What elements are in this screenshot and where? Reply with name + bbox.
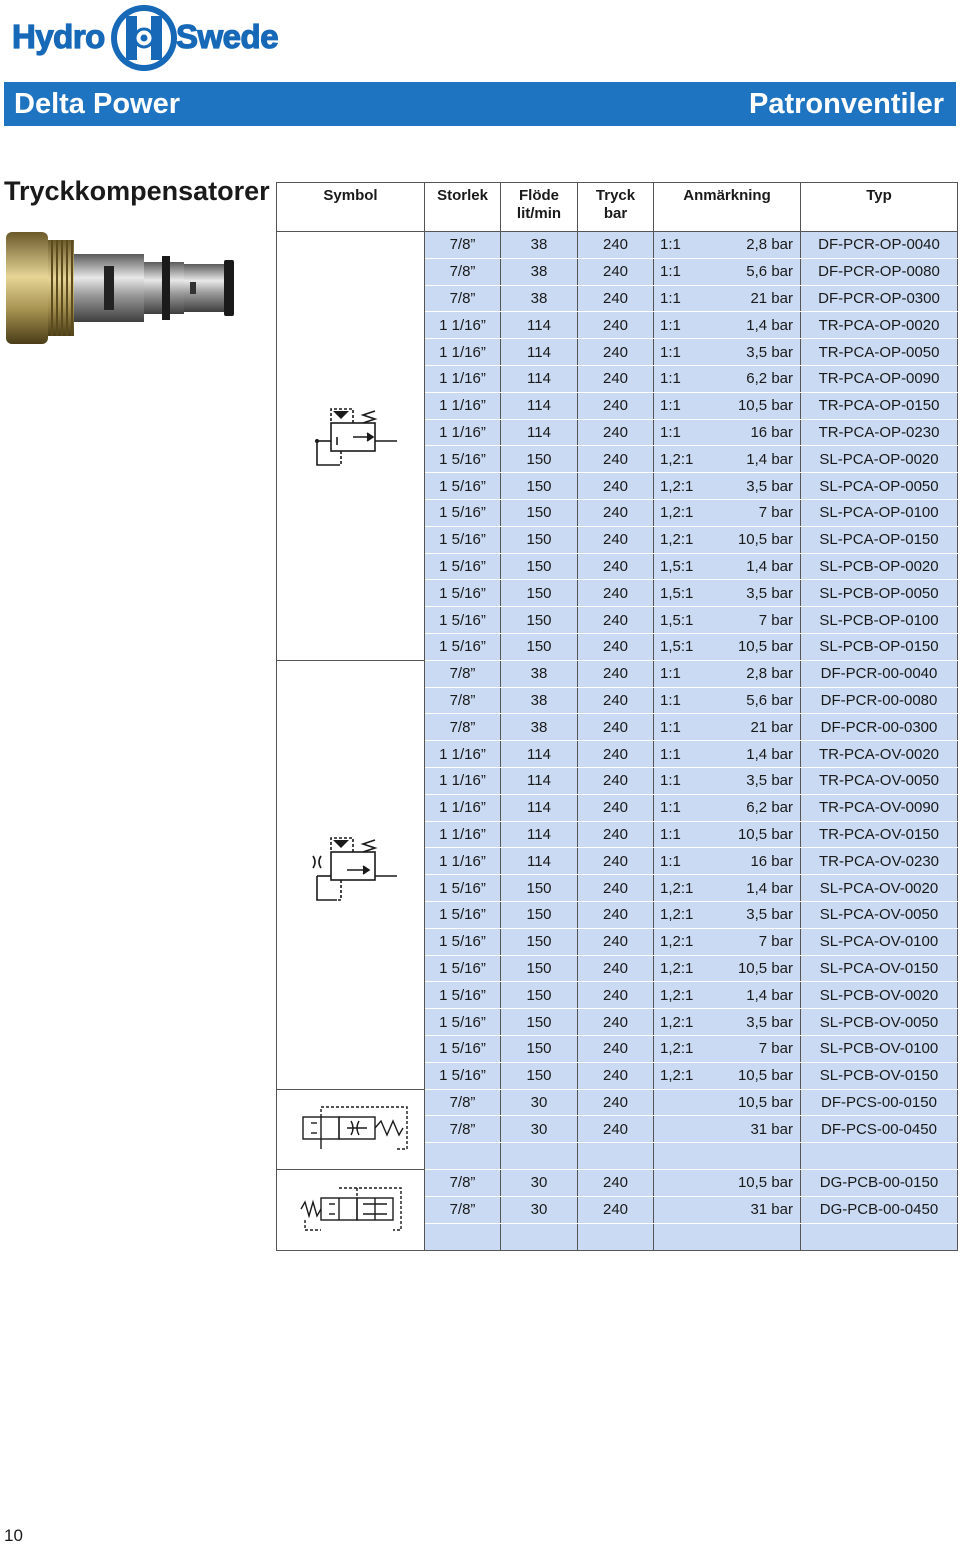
cell-flow: 114 xyxy=(501,767,578,794)
cell-flow: 30 xyxy=(501,1196,578,1223)
header-type: Typ xyxy=(801,183,958,232)
cell-type: DF-PCS-00-0450 xyxy=(801,1116,958,1143)
cell-setting: 1,4 bar xyxy=(716,982,801,1009)
header-pressure-label: Tryck xyxy=(595,187,636,204)
header-symbol: Symbol xyxy=(277,183,425,232)
cell-type: DF-PCR-OP-0080 xyxy=(801,258,958,285)
cell-setting: 7 bar xyxy=(716,1035,801,1062)
header-pressure xyxy=(578,183,654,232)
cell-setting: 16 bar xyxy=(716,419,801,446)
cell-ratio: 1,2:1 xyxy=(654,1035,716,1062)
logo-word-left: Hydro xyxy=(12,18,105,55)
cell-type: TR-PCA-OV-0090 xyxy=(801,794,958,821)
page-number: 10 xyxy=(4,1526,23,1545)
cell-setting: 31 bar xyxy=(716,1196,801,1223)
cell-size: 7/8” xyxy=(425,1089,501,1116)
spacer-cell xyxy=(801,1223,958,1250)
cell-type: SL-PCB-OP-0100 xyxy=(801,607,958,634)
cell-setting: 2,8 bar xyxy=(716,660,801,687)
cell-ratio: 1:1 xyxy=(654,794,716,821)
cell-pressure: 240 xyxy=(578,660,654,687)
cell-pressure: 240 xyxy=(578,848,654,875)
cell-size: 7/8” xyxy=(425,1170,501,1197)
pressure-compensator-spool-symbol-icon xyxy=(297,1099,417,1159)
cell-type: TR-PCA-OP-0150 xyxy=(801,392,958,419)
cell-type: SL-PCA-OV-0150 xyxy=(801,955,958,982)
cell-setting: 10,5 bar xyxy=(716,1170,801,1197)
spacer-cell xyxy=(654,1143,716,1170)
cell-flow: 150 xyxy=(501,607,578,634)
cell-size: 1 5/16” xyxy=(425,607,501,634)
cell-ratio: 1,5:1 xyxy=(654,553,716,580)
cell-type: SL-PCA-OV-0050 xyxy=(801,901,958,928)
section-title: Tryckkompensatorer xyxy=(4,176,270,206)
symbol-cell xyxy=(277,232,425,661)
cell-ratio: 1,5:1 xyxy=(654,580,716,607)
banner-brand-title: Delta Power xyxy=(14,88,180,120)
cell-flow: 38 xyxy=(501,660,578,687)
cell-ratio xyxy=(654,1196,716,1223)
header-size: Storlek xyxy=(425,183,501,232)
cell-setting: 10,5 bar xyxy=(716,955,801,982)
cell-setting: 3,5 bar xyxy=(716,901,801,928)
cell-setting: 3,5 bar xyxy=(716,1009,801,1036)
cell-setting: 1,4 bar xyxy=(716,741,801,768)
cell-size: 1 5/16” xyxy=(425,473,501,500)
cell-flow: 150 xyxy=(501,473,578,500)
cell-ratio: 1:1 xyxy=(654,741,716,768)
cell-type: TR-PCA-OP-0230 xyxy=(801,419,958,446)
pressure-compensator-open-symbol-icon xyxy=(307,401,407,491)
cell-size: 1 1/16” xyxy=(425,767,501,794)
cell-ratio: 1,2:1 xyxy=(654,928,716,955)
cell-type: SL-PCA-OP-0150 xyxy=(801,526,958,553)
cell-ratio: 1:1 xyxy=(654,258,716,285)
cell-setting: 2,8 bar xyxy=(716,232,801,259)
cell-ratio: 1,2:1 xyxy=(654,473,716,500)
cell-setting: 10,5 bar xyxy=(716,392,801,419)
cell-size: 1 1/16” xyxy=(425,821,501,848)
cell-pressure: 240 xyxy=(578,1009,654,1036)
cell-flow: 114 xyxy=(501,312,578,339)
cell-flow: 38 xyxy=(501,232,578,259)
cell-ratio: 1,5:1 xyxy=(654,607,716,634)
cell-size: 1 1/16” xyxy=(425,741,501,768)
cell-pressure: 240 xyxy=(578,767,654,794)
cell-type: SL-PCB-OP-0020 xyxy=(801,553,958,580)
cell-flow: 150 xyxy=(501,928,578,955)
cell-ratio: 1:1 xyxy=(654,714,716,741)
cell-setting: 10,5 bar xyxy=(716,1089,801,1116)
cell-ratio: 1:1 xyxy=(654,687,716,714)
cell-pressure: 240 xyxy=(578,1062,654,1089)
cell-setting: 6,2 bar xyxy=(716,794,801,821)
cell-type: TR-PCA-OP-0090 xyxy=(801,365,958,392)
cell-setting: 16 bar xyxy=(716,848,801,875)
header-note: Anmärkning xyxy=(654,183,801,232)
cell-flow: 114 xyxy=(501,794,578,821)
spacer-cell xyxy=(578,1223,654,1250)
cell-flow: 114 xyxy=(501,392,578,419)
cell-flow: 114 xyxy=(501,419,578,446)
hydroswede-logo xyxy=(8,2,288,74)
cell-size: 1 1/16” xyxy=(425,339,501,366)
cell-type: TR-PCA-OV-0050 xyxy=(801,767,958,794)
cell-type: DF-PCR-00-0080 xyxy=(801,687,958,714)
cell-size: 1 5/16” xyxy=(425,982,501,1009)
symbol-cell xyxy=(277,1170,425,1251)
cell-size: 1 5/16” xyxy=(425,580,501,607)
cell-setting: 10,5 bar xyxy=(716,821,801,848)
cell-ratio: 1:1 xyxy=(654,232,716,259)
cell-pressure: 240 xyxy=(578,901,654,928)
cell-size: 1 1/16” xyxy=(425,392,501,419)
cell-size: 1 5/16” xyxy=(425,1009,501,1036)
cell-pressure: 240 xyxy=(578,875,654,902)
cell-type: TR-PCA-OV-0230 xyxy=(801,848,958,875)
cell-size: 1 1/16” xyxy=(425,419,501,446)
cell-flow: 150 xyxy=(501,446,578,473)
cell-flow: 30 xyxy=(501,1116,578,1143)
cell-size: 7/8” xyxy=(425,714,501,741)
cell-pressure: 240 xyxy=(578,526,654,553)
cell-setting: 1,4 bar xyxy=(716,312,801,339)
header-flow-unit: lit/min xyxy=(516,205,562,222)
cell-size: 7/8” xyxy=(425,285,501,312)
cell-flow: 150 xyxy=(501,1035,578,1062)
cell-type: DF-PCR-00-0300 xyxy=(801,714,958,741)
cell-pressure: 240 xyxy=(578,365,654,392)
cell-size: 1 1/16” xyxy=(425,848,501,875)
cell-size: 7/8” xyxy=(425,687,501,714)
cell-ratio: 1,2:1 xyxy=(654,1009,716,1036)
cell-size: 7/8” xyxy=(425,1116,501,1143)
cell-pressure: 240 xyxy=(578,741,654,768)
cell-flow: 150 xyxy=(501,982,578,1009)
cell-type: SL-PCB-OV-0150 xyxy=(801,1062,958,1089)
cell-pressure: 240 xyxy=(578,928,654,955)
cell-setting: 10,5 bar xyxy=(716,633,801,660)
cell-ratio: 1,2:1 xyxy=(654,526,716,553)
cell-flow: 150 xyxy=(501,553,578,580)
cell-pressure: 240 xyxy=(578,1170,654,1197)
cell-flow: 30 xyxy=(501,1089,578,1116)
cell-flow: 114 xyxy=(501,339,578,366)
symbol-cell xyxy=(277,660,425,1089)
cell-ratio: 1,2:1 xyxy=(654,901,716,928)
cell-ratio: 1:1 xyxy=(654,419,716,446)
cell-setting: 1,4 bar xyxy=(716,553,801,580)
cell-type: DG-PCB-00-0150 xyxy=(801,1170,958,1197)
cell-size: 1 5/16” xyxy=(425,928,501,955)
cell-setting: 5,6 bar xyxy=(716,687,801,714)
cell-setting: 5,6 bar xyxy=(716,258,801,285)
header-flow-label: Flöde xyxy=(519,187,559,204)
cell-flow: 150 xyxy=(501,1009,578,1036)
cell-type: DF-PCR-00-0040 xyxy=(801,660,958,687)
cell-pressure: 240 xyxy=(578,714,654,741)
cell-size: 7/8” xyxy=(425,1196,501,1223)
cartridge-valve-photo xyxy=(4,226,244,351)
cell-type: SL-PCB-OP-0050 xyxy=(801,580,958,607)
pressure-compensator-spool-spring-symbol-icon xyxy=(297,1180,417,1240)
cell-ratio: 1,2:1 xyxy=(654,982,716,1009)
cell-pressure: 240 xyxy=(578,1089,654,1116)
cell-flow: 150 xyxy=(501,580,578,607)
cell-pressure: 240 xyxy=(578,446,654,473)
cell-size: 1 5/16” xyxy=(425,499,501,526)
cell-pressure: 240 xyxy=(578,982,654,1009)
cell-pressure: 240 xyxy=(578,687,654,714)
cell-setting: 7 bar xyxy=(716,607,801,634)
cell-setting: 7 bar xyxy=(716,499,801,526)
cell-pressure: 240 xyxy=(578,1035,654,1062)
cell-flow: 114 xyxy=(501,741,578,768)
cell-pressure: 240 xyxy=(578,580,654,607)
spacer-cell xyxy=(501,1223,578,1250)
cell-pressure: 240 xyxy=(578,607,654,634)
cell-setting: 3,5 bar xyxy=(716,339,801,366)
cell-setting: 3,5 bar xyxy=(716,473,801,500)
pressure-compensator-orifice-symbol-icon xyxy=(307,830,407,920)
cell-ratio: 1:1 xyxy=(654,660,716,687)
cell-pressure: 240 xyxy=(578,553,654,580)
cell-type: DF-PCR-OP-0300 xyxy=(801,285,958,312)
cell-ratio: 1,2:1 xyxy=(654,875,716,902)
spacer-cell xyxy=(501,1143,578,1170)
cell-setting: 3,5 bar xyxy=(716,580,801,607)
compensator-table xyxy=(276,182,958,1251)
hydroswede-emblem-icon xyxy=(108,2,180,74)
cell-size: 1 5/16” xyxy=(425,901,501,928)
cell-pressure: 240 xyxy=(578,232,654,259)
cell-flow: 150 xyxy=(501,955,578,982)
cell-pressure: 240 xyxy=(578,955,654,982)
spacer-cell xyxy=(578,1143,654,1170)
cell-setting: 7 bar xyxy=(716,928,801,955)
title-banner xyxy=(4,82,956,126)
cell-ratio: 1:1 xyxy=(654,339,716,366)
cell-ratio: 1,2:1 xyxy=(654,499,716,526)
header-flow xyxy=(501,183,578,232)
cell-type: DF-PCR-OP-0040 xyxy=(801,232,958,259)
cell-type: SL-PCA-OP-0100 xyxy=(801,499,958,526)
cell-flow: 38 xyxy=(501,258,578,285)
table-row xyxy=(277,1089,958,1116)
cell-pressure: 240 xyxy=(578,312,654,339)
cell-type: SL-PCB-OV-0020 xyxy=(801,982,958,1009)
cell-flow: 150 xyxy=(501,633,578,660)
cell-setting: 10,5 bar xyxy=(716,526,801,553)
table-row xyxy=(277,232,958,259)
table-row xyxy=(277,1170,958,1197)
cell-ratio xyxy=(654,1116,716,1143)
cell-flow: 150 xyxy=(501,526,578,553)
cell-flow: 38 xyxy=(501,285,578,312)
cell-ratio: 1,2:1 xyxy=(654,1062,716,1089)
spacer-cell xyxy=(716,1143,801,1170)
cell-pressure: 240 xyxy=(578,339,654,366)
cell-size: 1 5/16” xyxy=(425,955,501,982)
cell-flow: 150 xyxy=(501,1062,578,1089)
cell-pressure: 240 xyxy=(578,633,654,660)
cell-ratio: 1:1 xyxy=(654,767,716,794)
table-header-row xyxy=(277,183,958,232)
cell-size: 1 5/16” xyxy=(425,1062,501,1089)
spacer-cell xyxy=(654,1223,716,1250)
cell-size: 7/8” xyxy=(425,232,501,259)
cell-flow: 150 xyxy=(501,499,578,526)
spacer-cell xyxy=(425,1143,501,1170)
cell-pressure: 240 xyxy=(578,285,654,312)
cell-setting: 1,4 bar xyxy=(716,446,801,473)
cell-size: 7/8” xyxy=(425,258,501,285)
cell-type: DF-PCS-00-0150 xyxy=(801,1089,958,1116)
spacer-cell xyxy=(716,1223,801,1250)
cell-flow: 30 xyxy=(501,1170,578,1197)
banner-category-title: Patronventiler xyxy=(749,88,944,120)
cell-type: SL-PCA-OV-0020 xyxy=(801,875,958,902)
cell-ratio: 1,2:1 xyxy=(654,955,716,982)
cell-setting: 10,5 bar xyxy=(716,1062,801,1089)
cell-ratio: 1:1 xyxy=(654,365,716,392)
cell-size: 1 1/16” xyxy=(425,794,501,821)
cell-size: 1 5/16” xyxy=(425,633,501,660)
cell-ratio: 1:1 xyxy=(654,848,716,875)
cell-pressure: 240 xyxy=(578,1196,654,1223)
cell-pressure: 240 xyxy=(578,794,654,821)
cell-type: SL-PCA-OV-0100 xyxy=(801,928,958,955)
cell-setting: 31 bar xyxy=(716,1116,801,1143)
table-row xyxy=(277,660,958,687)
cell-size: 1 5/16” xyxy=(425,526,501,553)
cell-type: TR-PCA-OP-0050 xyxy=(801,339,958,366)
cell-setting: 3,5 bar xyxy=(716,767,801,794)
cell-type: SL-PCB-OP-0150 xyxy=(801,633,958,660)
cell-type: SL-PCB-OV-0050 xyxy=(801,1009,958,1036)
cell-ratio xyxy=(654,1170,716,1197)
cell-type: TR-PCA-OP-0020 xyxy=(801,312,958,339)
cell-flow: 150 xyxy=(501,901,578,928)
cell-type: SL-PCA-OP-0050 xyxy=(801,473,958,500)
cell-ratio: 1,2:1 xyxy=(654,446,716,473)
cell-size: 1 5/16” xyxy=(425,446,501,473)
cell-pressure: 240 xyxy=(578,1116,654,1143)
cell-size: 1 5/16” xyxy=(425,1035,501,1062)
cell-pressure: 240 xyxy=(578,473,654,500)
header-pressure-unit: bar xyxy=(603,205,628,222)
cell-type: SL-PCA-OP-0020 xyxy=(801,446,958,473)
cell-flow: 38 xyxy=(501,714,578,741)
cell-pressure: 240 xyxy=(578,821,654,848)
cell-ratio: 1,5:1 xyxy=(654,633,716,660)
spacer-cell xyxy=(425,1223,501,1250)
cell-type: TR-PCA-OV-0020 xyxy=(801,741,958,768)
cell-flow: 114 xyxy=(501,821,578,848)
logo-word-right: Swede xyxy=(176,18,279,55)
symbol-cell xyxy=(277,1089,425,1170)
cell-type: SL-PCB-OV-0100 xyxy=(801,1035,958,1062)
spacer-cell xyxy=(801,1143,958,1170)
cell-pressure: 240 xyxy=(578,392,654,419)
cell-ratio xyxy=(654,1089,716,1116)
cell-flow: 114 xyxy=(501,365,578,392)
cell-pressure: 240 xyxy=(578,419,654,446)
cell-size: 1 5/16” xyxy=(425,875,501,902)
cell-setting: 1,4 bar xyxy=(716,875,801,902)
cell-flow: 114 xyxy=(501,848,578,875)
cell-ratio: 1:1 xyxy=(654,312,716,339)
cell-type: TR-PCA-OV-0150 xyxy=(801,821,958,848)
cell-size: 7/8” xyxy=(425,660,501,687)
cell-size: 1 1/16” xyxy=(425,365,501,392)
cell-size: 1 5/16” xyxy=(425,553,501,580)
cell-ratio: 1:1 xyxy=(654,821,716,848)
cell-pressure: 240 xyxy=(578,258,654,285)
cell-setting: 21 bar xyxy=(716,714,801,741)
cell-flow: 150 xyxy=(501,875,578,902)
cell-size: 1 1/16” xyxy=(425,312,501,339)
cell-setting: 6,2 bar xyxy=(716,365,801,392)
cell-ratio: 1:1 xyxy=(654,392,716,419)
cell-ratio: 1:1 xyxy=(654,285,716,312)
cell-pressure: 240 xyxy=(578,499,654,526)
cell-setting: 21 bar xyxy=(716,285,801,312)
cell-flow: 38 xyxy=(501,687,578,714)
cell-type: DG-PCB-00-0450 xyxy=(801,1196,958,1223)
